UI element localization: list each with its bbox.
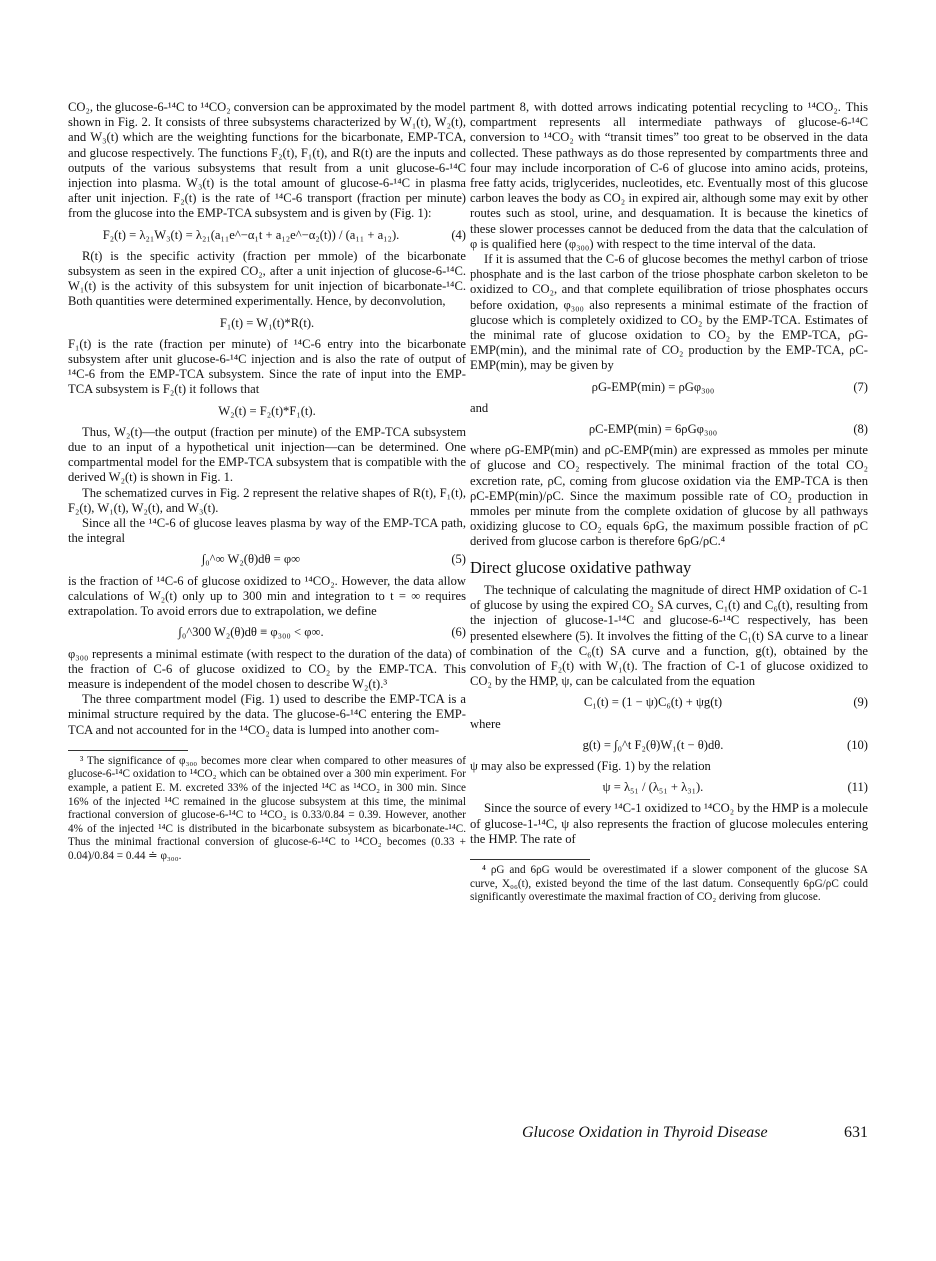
equation-10	[470, 738, 868, 753]
equation-expression: C₁(t) = (1 − ψ)C₆(t) + ψg(t)	[583, 695, 723, 710]
paragraph: and	[470, 400, 489, 415]
equation-8	[470, 422, 868, 437]
equation-expression: F₁(t) = W₁(t)*R(t).	[219, 315, 315, 330]
paragraph: The three compartment model (Fig. 1) used to describe the EMP-TCA is a minimal structure required by the data. The glucose-6-¹⁴C entering the EMP-TCA and not accounted for in the ¹⁴CO₂ data is lumped into another com-	[68, 692, 466, 737]
equation-number: (8)	[853, 422, 868, 437]
page-footer	[522, 1124, 868, 1142]
equation-expression: ρC-EMP(min) = 6ρGφ₃₀₀	[588, 422, 718, 437]
paragraph: is the fraction of ¹⁴C-6 of glucose oxidized to ¹⁴CO₂. However, the data allow calculations of W₂(t) only up to 300 min and integration to t = ∞ requires extrapolation. To avoid errors due to extrapolation, we define	[68, 573, 466, 619]
equation-5	[68, 552, 466, 567]
equation-expression: F₂(t) = λ₂₁W₃(t) = λ₂₁(a₁₁e^−α₁t + a₁₂e^−α₂(t)) / (a₁₁ + a₁₂).	[102, 227, 400, 242]
equation-number: (5)	[451, 552, 466, 567]
paragraph: φ₃₀₀ represents a minimal estimate (with respect to the duration of the data) of the fraction of C-6 of glucose oxidized to CO₂ by the EMP-TCA. This measure is independent of the model chosen to describe W₂(t).³	[68, 646, 466, 691]
footnote-3: ³ The significance of φ₃₀₀ becomes more clear when compared to other measures of glucose-6-¹⁴C oxidation to ¹⁴CO₂ which can be obtained over a 300 min experiment. For example, a patient E. M. excreted 33% of the injected ¹⁴C as ¹⁴CO₂ in 300 min. Since 16% of the injected ¹⁴C remained in the glucose subsystem at this time, the minimal fractional conversion of glucose-6-¹⁴C to ¹⁴CO₂ is 0.33/0.84 = 0.39. However, another 4% of the injected ¹⁴C is distributed in the bicarbonate subsystem as bicarbonate-¹⁴C. Thus the minimal fractional conversion of glucose-6-¹⁴C to ¹⁴CO₂ becomes (0.33 + 0.04)/0.84 = 0.44 ≐ φ₃₀₀.	[68, 754, 466, 862]
equation-expression: ∫₀^∞ W₂(θ)dθ = φ∞	[201, 552, 301, 567]
footnote-rule	[68, 750, 188, 751]
paragraph: The schematized curves in Fig. 2 represent the relative shapes of R(t), F₁(t), F₂(t), W₁(t), W₂(t), and W₃(t).	[68, 485, 466, 515]
paragraph: where	[470, 716, 501, 731]
paragraph: R(t) is the specific activity (fraction per mmole) of the bicarbonate subsystem as seen in the expired CO₂, after a unit injection of glucose-6-¹⁴C. W₁(t) is the activity of this subsystem for unit injection of bicarbonate-¹⁴C. Both quantities were determined experimentally. Hence, by deconvolution,	[68, 248, 466, 309]
equation-expression: ρG-EMP(min) = ρGφ₃₀₀	[591, 379, 715, 394]
footnote-rule	[470, 859, 590, 860]
paragraph: ψ may also be expressed (Fig. 1) by the relation	[470, 758, 711, 773]
paragraph: CO₂, the glucose-6-¹⁴C to ¹⁴CO₂ conversion can be approximated by the model shown in Fig. 2. It consists of three subsystems characterized by W₁(t), W₂(t), and W₃(t) which are the weighting functions for the bicarbonate, EMP-TCA, and glucose respectively. The functions F₂(t), F₁(t), and R(t) are the inputs and outputs of the various subsystems that result from a unit glucose-6-¹⁴C injection into plasma. W₃(t) is the total amount of glucose-6-¹⁴C in plasma after unit injection. F₂(t) is the rate of ¹⁴C-6 transport (fraction per minute) from the glucose into the EMP-TCA subsystem and is given by (Fig. 1):	[68, 100, 466, 221]
equation-number: (10)	[847, 737, 868, 752]
paragraph: F₁(t) is the rate (fraction per minute) of ¹⁴C-6 entry into the bicarbonate subsystem after unit glucose-6-¹⁴C injection and is also the rate of output of ¹⁴C-6 from the EMP-TCA subsystem. Since the rate of input into the EMP-TCA subsystem is F₂(t) it follows that	[68, 336, 466, 397]
equation-expression: g(t) = ∫₀^t F₂(θ)W₁(t − θ)dθ.	[582, 737, 724, 752]
equation-11	[470, 780, 868, 795]
equation-number: (6)	[451, 625, 466, 640]
section-heading: Direct glucose oxidative pathway	[470, 557, 692, 577]
equation-expression: ψ = λ₅₁ / (λ₅₁ + λ₃₁).	[602, 780, 704, 795]
equation-number: (7)	[853, 379, 868, 394]
left-column	[68, 100, 466, 863]
paragraph: where ρG-EMP(min) and ρC-EMP(min) are expressed as mmoles per minute of glucose and CO₂ respectively. The minimal fraction of the total CO₂ excretion rate, ρC, coming from glucose oxidation via the EMP-TCA is then ρC-EMP(min)/ρC. Since the maximum possible rate of CO₂ production in mmoles per minute from the complete oxidation of glucose by all pathways oxidizing glucose to CO₂ equals 6ρG, the maximum possible fraction of ρC derived from glucose carbon is therefore 6ρG/ρC.⁴	[470, 443, 868, 549]
running-title: Glucose Oxidation in Thyroid Disease	[522, 1124, 768, 1141]
equation-w2	[68, 404, 466, 419]
equation-4	[68, 228, 466, 243]
equation-f1	[68, 316, 466, 331]
equation-9	[470, 695, 868, 710]
equation-number: (9)	[853, 695, 868, 710]
page-number: 631	[844, 1124, 868, 1141]
equation-7	[470, 380, 868, 395]
paragraph: Thus, W₂(t)—the output (fraction per minute) of the EMP-TCA subsystem due to an input of a hypothetical unit injection—can be determined. One compartmental model for the EMP-TCA subsystem that is compatible with the derived W₂(t) is shown in Fig. 1.	[68, 424, 466, 485]
paragraph: If it is assumed that the C-6 of glucose becomes the methyl carbon of triose phosphate and is the last carbon of the triose phosphate carbon skeleton to be oxidized to CO₂, and that complete equilibration of triose phosphates occurs before oxidation, φ₃₀₀ also represents a minimal estimate of the fraction of glucose which is completely oxidized to CO₂ by the EMP-TCA. Estimates of the minimal rate of glucose oxidation to CO₂ by the EMP-TCA, ρG-EMP(min), and the minimal rate of CO₂ production by the EMP-TCA, ρC-EMP(min), may be given by	[470, 252, 868, 373]
paragraph: Since the source of every ¹⁴C-1 oxidized to ¹⁴CO₂ by the HMP is a molecule of glucose-1-¹⁴C, ψ also represents the fraction of glucose molecules entering the HMP. The rate of	[470, 801, 868, 846]
paragraph: partment 8, with dotted arrows indicating potential recycling to ¹⁴CO₂. This compartment represents all intermediate pathways of glucose-6-¹⁴C conversion to ¹⁴CO₂ with “transit times” too great to be observed in the data collected. These pathways as do those represented by compartments three and four may include incorporation of C-6 of glucose into amino acids, proteins, free fatty acids, triglycerides, nucleotides, etc. Eventually most of this glucose carbon leaves the body as CO₂ in expired air, although some may exit by other routes such as stool, urine, and desquamation. It is because the kinetics of these slower processes cannot be deduced from the data that the calculation of φ is qualified here (φ₃₀₀) with respect to the time interval of the data.	[470, 100, 868, 251]
equation-expression: ∫₀^300 W₂(θ)dθ ≡ φ₃₀₀ < φ∞.	[178, 625, 324, 640]
footnote-4: ⁴ ρG and 6ρG would be overestimated if a slower component of the glucose SA curve, X₀₆(t), existed beyond the time of the last datum. Consequently 6ρG/ρC could significantly overestimate the maximal fraction of CO₂ deriving from glucose.	[470, 863, 868, 904]
paragraph: The technique of calculating the magnitude of direct HMP oxidation of C-1 of glucose by using the expired CO₂ SA curves, C₁(t) and C₆(t), resulting from the injection of glucose-1-¹⁴C and glucose-6-¹⁴C respectively, has been presented elsewhere (5). It involves the fitting of the C₁(t) SA curve to a linear combination of the C₆(t) SA curve and a function, g(t), obtained by the convolution of F₂(t) with W₁(t). The fraction of C-1 of glucose oxidized to CO₂ by the HMP, ψ, can be calculated from the equation	[470, 582, 868, 689]
equation-number: (4)	[451, 227, 466, 242]
equation-number: (11)	[847, 780, 868, 795]
paragraph: Since all the ¹⁴C-6 of glucose leaves plasma by way of the EMP-TCA path, the integral	[68, 516, 466, 546]
equation-6	[68, 625, 466, 640]
equation-expression: W₂(t) = F₂(t)*F₁(t).	[218, 403, 316, 418]
right-column	[470, 100, 868, 905]
